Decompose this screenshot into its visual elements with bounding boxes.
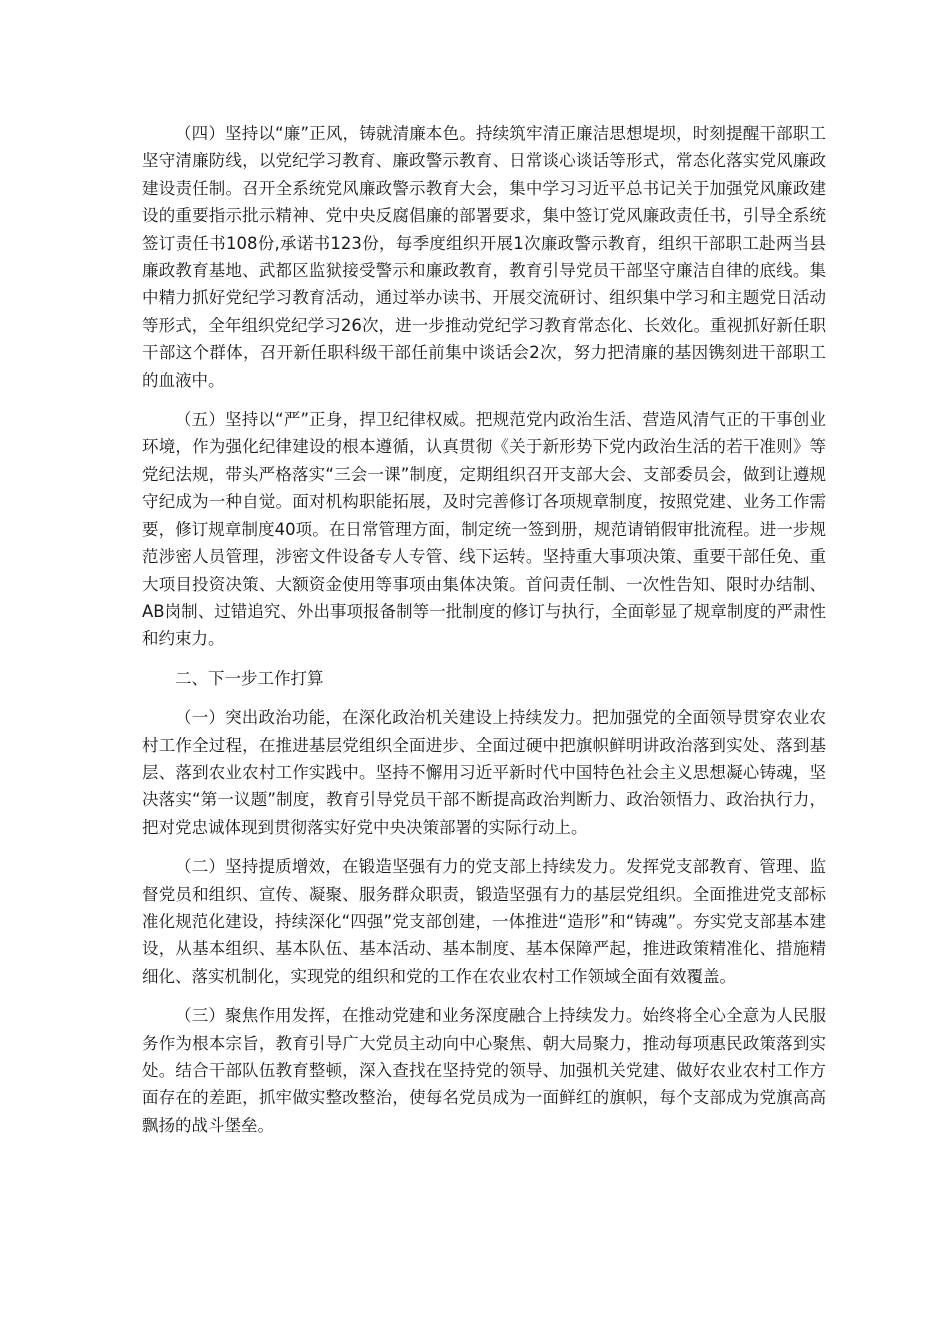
paragraph-next-2-branch: （二）坚持提质增效，在锻造坚强有力的党支部上持续发力。发挥党支部教育、管理、监督党员和组织、宣传、凝聚、服务群众职责，锻造坚强有力的基层党组织。全面推进党支部标准化规范化建设，持续深化“四强”党支部创建，一体推进“造形”和“铸魂”。夯实党支部基本建设，从基本组织、基本队伍、基本活动、基本制度、基本保障严起，推进政策精准化、措施精细化、落实机制化，实现党的组织和党的工作在农业农村工作领域全面有效覆盖。 — [142, 857, 826, 986]
document-body — [142, 120, 826, 1151]
section-heading-next-steps: 二、下一步工作打算 — [175, 668, 324, 688]
paragraph-next-1-political: （一）突出政治功能，在深化政治机关建设上持续发力。把加强党的全面领导贯穿农业农村工作全过程，在推进基层党组织全面进步、全面过硬中把旗帜鲜明讲政治落到实处、落到基层、落到农业农村工作实践中。坚持不懈用习近平新时代中国特色社会主义思想凝心铸魂，坚决落实“第一议题”制度，教育引导党员干部不断提高政治判断力、政治领悟力、政治执行力，把对党忠诚体现到贯彻落实好党中央决策部署的实际行动上。 — [142, 708, 826, 837]
paragraph-next-3-integration: （三）聚焦作用发挥，在推动党建和业务深度融合上持续发力。始终将全心全意为人民服务作为根本宗旨，教育引导广大党员主动向中心聚焦、朝大局聚力，推动每项惠民政策落到实处。结合干部队伍教育整顿，深入查找在坚持党的领导、加强机关党建、做好农业农村工作方面存在的差距，抓牢做实整改整治，使每名党员成为一面鲜红的旗帜，每个支部成为党旗高高飘扬的战斗堡垒。 — [142, 1006, 826, 1135]
paragraph-4-integrity: （四）坚持以“廉”正风，铸就清廉本色。持续筑牢清正廉洁思想堤坝，时刻提醒干部职工坚守清廉防线，以党纪学习教育、廉政警示教育、日常谈心谈话等形式，常态化落实党风廉政建设责任制。召开全系统党风廉政警示教育大会，集中学习习近平总书记关于加强党风廉政建设的重要指示批示精神、党中央反腐倡廉的部署要求，集中签订党风廉政责任书，引导全系统签订责任书108份,承诺书123份，每季度组织开展1次廉政警示教育，组织干部职工赴两当县廉政教育基地、武都区监狱接受警示和廉政教育，教育引导党员干部坚守廉洁自律的底线。集中精力抓好党纪学习教育活动，通过举办读书、开展交流研讨、组织集中学习和主题党日活动等形式，全年组织党纪学习26次，进一步推动党纪学习教育常态化、长效化。重视抓好新任职干部这个群体，召开新任职科级干部任前集中谈话会2次，努力把清廉的基因镌刻进干部职工的血液中。 — [142, 124, 826, 390]
paragraph-5-discipline: （五）坚持以“严”正身，捍卫纪律权威。把规范党内政治生活、营造风清气正的干事创业环境，作为强化纪律建设的根本遵循，认真贯彻《关于新形势下党内政治生活的若干准则》等党纪法规，带头严格落实“三会一课”制度，定期组织召开支部大会、支部委员会，做到让遵规守纪成为一种自觉。面对机构职能拓展，及时完善修订各项规章制度，按照党建、业务工作需要，修订规章制度40项。在日常管理方面，制定统一签到册，规范请销假审批流程。进一步规范涉密人员管理，涉密文件设备专人专管、线下运转。坚持重大事项决策、重要干部任免、重大项目投资决策、大额资金使用等事项由集体决策。首问责任制、一次性告知、限时办结制、AB岗制、过错追究、外出事项报备制等一批制度的修订与执行，全面彰显了规章制度的严肃性和约束力。 — [142, 410, 826, 649]
